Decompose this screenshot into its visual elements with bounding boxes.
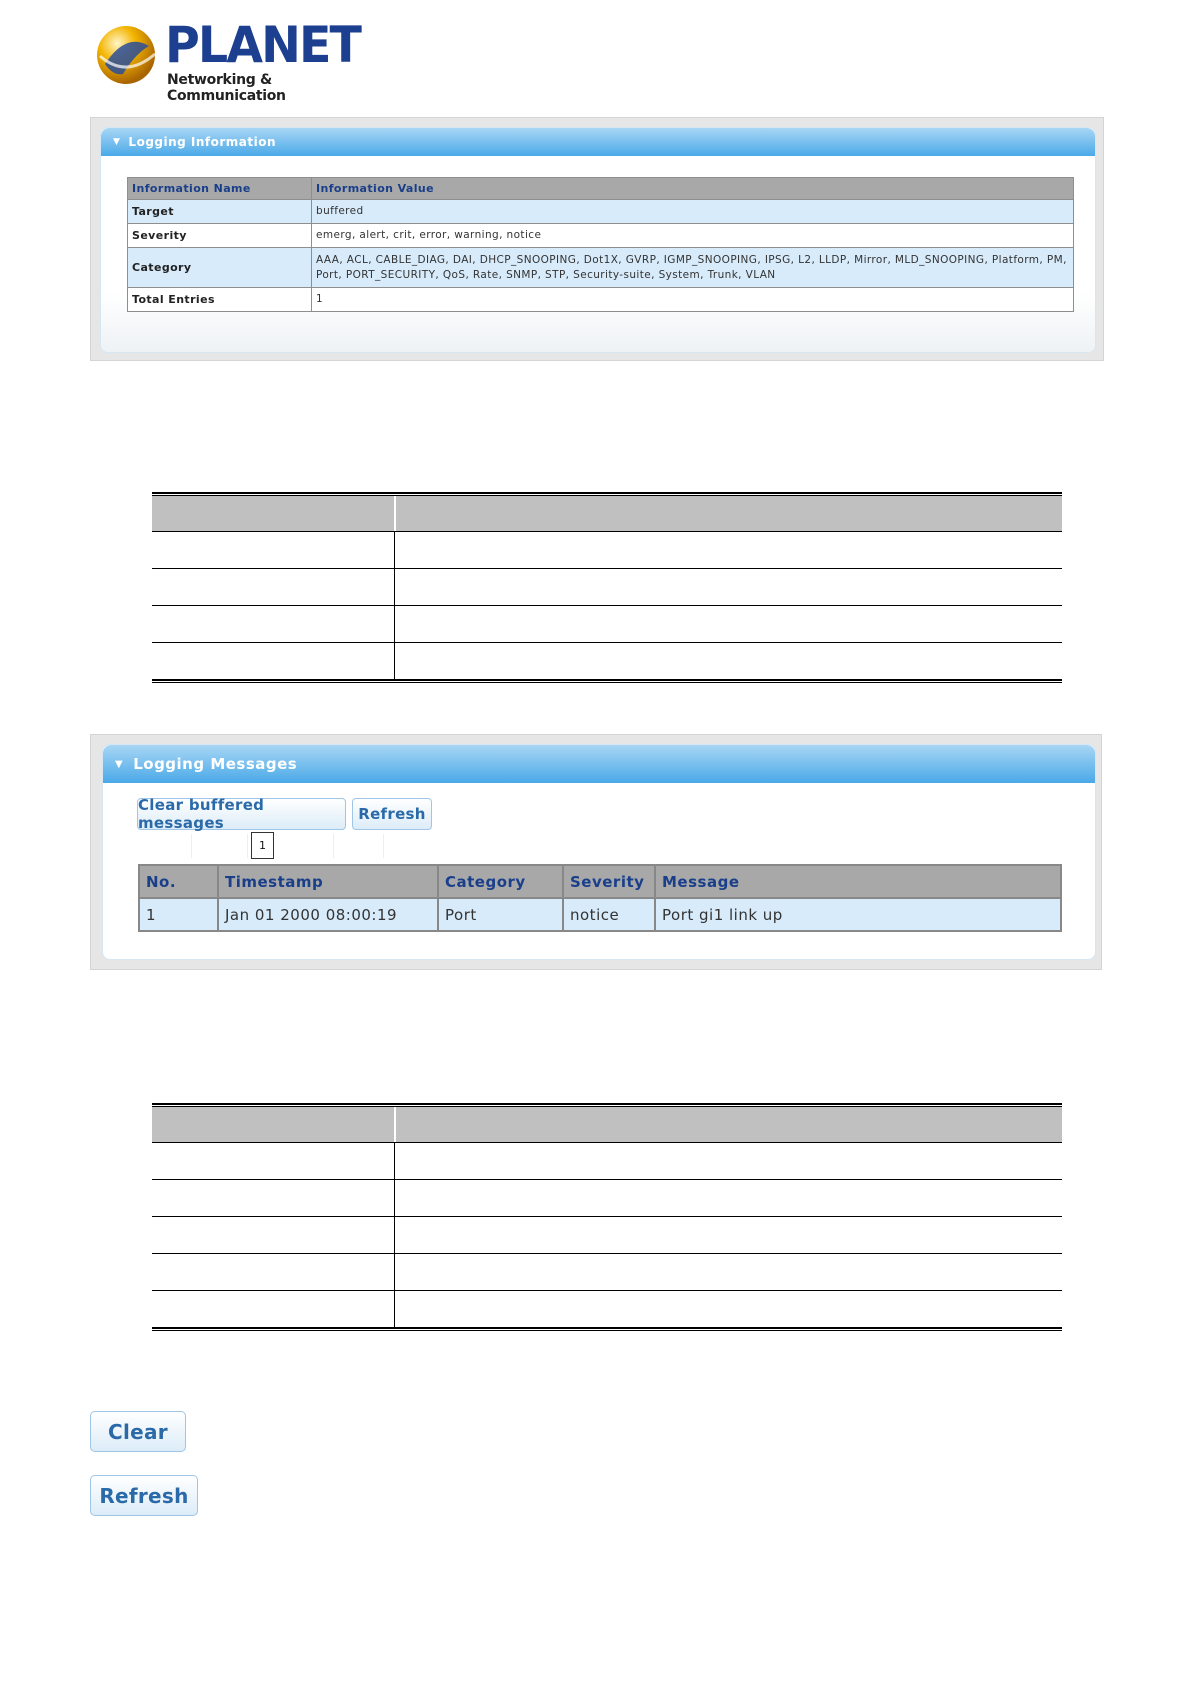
brand-name: PLANET	[165, 16, 361, 74]
msg-cell-severity: notice	[563, 898, 655, 931]
info-table	[127, 177, 1074, 312]
info-header-name: Information Name	[128, 178, 312, 200]
info-row-name: Category	[128, 248, 312, 288]
collapse-triangle-icon[interactable]: ▼	[115, 758, 124, 770]
info-header-value: Information Value	[312, 178, 1074, 200]
brand-tagline: Networking & Communication	[167, 72, 286, 104]
info-row-name: Target	[128, 200, 312, 224]
table-row	[152, 569, 1062, 606]
table-row	[152, 1254, 1062, 1291]
description-table	[152, 1103, 1062, 1331]
msg-header-timestamp: Timestamp	[218, 865, 438, 898]
info-row-value: buffered	[312, 200, 1074, 224]
msg-header-severity: Severity	[563, 865, 655, 898]
table-row	[152, 1180, 1062, 1217]
msg-cell-timestamp: Jan 01 2000 08:00:19	[218, 898, 438, 931]
pager-last-button[interactable]	[336, 834, 384, 858]
msg-cell-category: Port	[438, 898, 563, 931]
table-row	[152, 1217, 1062, 1254]
description-table	[152, 492, 1062, 683]
info-row-value: 1	[312, 288, 1074, 312]
table-header	[152, 496, 1062, 532]
pager-first-button[interactable]	[140, 834, 192, 858]
refresh-button[interactable]: Refresh	[90, 1475, 198, 1516]
messages-panel-title: Logging Messages	[133, 755, 298, 773]
info-panel-header[interactable]	[101, 128, 1095, 156]
msg-cell-message: Port gi1 link up	[655, 898, 1061, 931]
refresh-messages-button[interactable]: Refresh	[352, 798, 432, 830]
table-header	[152, 1107, 1062, 1143]
messages-table	[138, 864, 1062, 932]
info-row-name: Total Entries	[128, 288, 312, 312]
table-row	[152, 1291, 1062, 1328]
table-row	[152, 532, 1062, 569]
pager-next-button[interactable]	[278, 834, 334, 858]
clear-button[interactable]: Clear	[90, 1411, 186, 1452]
info-row-value: emerg, alert, crit, error, warning, notice	[312, 224, 1074, 248]
table-row	[152, 1143, 1062, 1180]
planet-logo	[95, 16, 361, 104]
messages-panel-header[interactable]	[103, 745, 1095, 783]
table-row	[139, 898, 1061, 931]
msg-cell-no: 1	[139, 898, 218, 931]
info-row-value: AAA, ACL, CABLE_DIAG, DAI, DHCP_SNOOPING, Dot1X, GVRP, IGMP_SNOOPING, IPSG, L2, LLDP, Mirror, MLD_SNOOPING, Platform, PM, Port, PORT_SECURITY, QoS, Rate, SNMP, STP, Security-suite, System, Trunk, VLAN	[312, 248, 1074, 288]
table-row	[152, 643, 1062, 680]
info-row-name: Severity	[128, 224, 312, 248]
page-number-button[interactable]: 1	[251, 832, 274, 859]
globe-icon	[95, 24, 157, 86]
info-panel-title: Logging Information	[128, 135, 277, 149]
table-row	[152, 606, 1062, 643]
clear-buffered-messages-button[interactable]: Clear buffered messages	[137, 798, 346, 830]
collapse-triangle-icon[interactable]: ▼	[113, 137, 121, 147]
msg-header-message: Message	[655, 865, 1061, 898]
pager-prev-button[interactable]	[194, 834, 248, 858]
msg-header-no: No.	[139, 865, 218, 898]
msg-header-category: Category	[438, 865, 563, 898]
